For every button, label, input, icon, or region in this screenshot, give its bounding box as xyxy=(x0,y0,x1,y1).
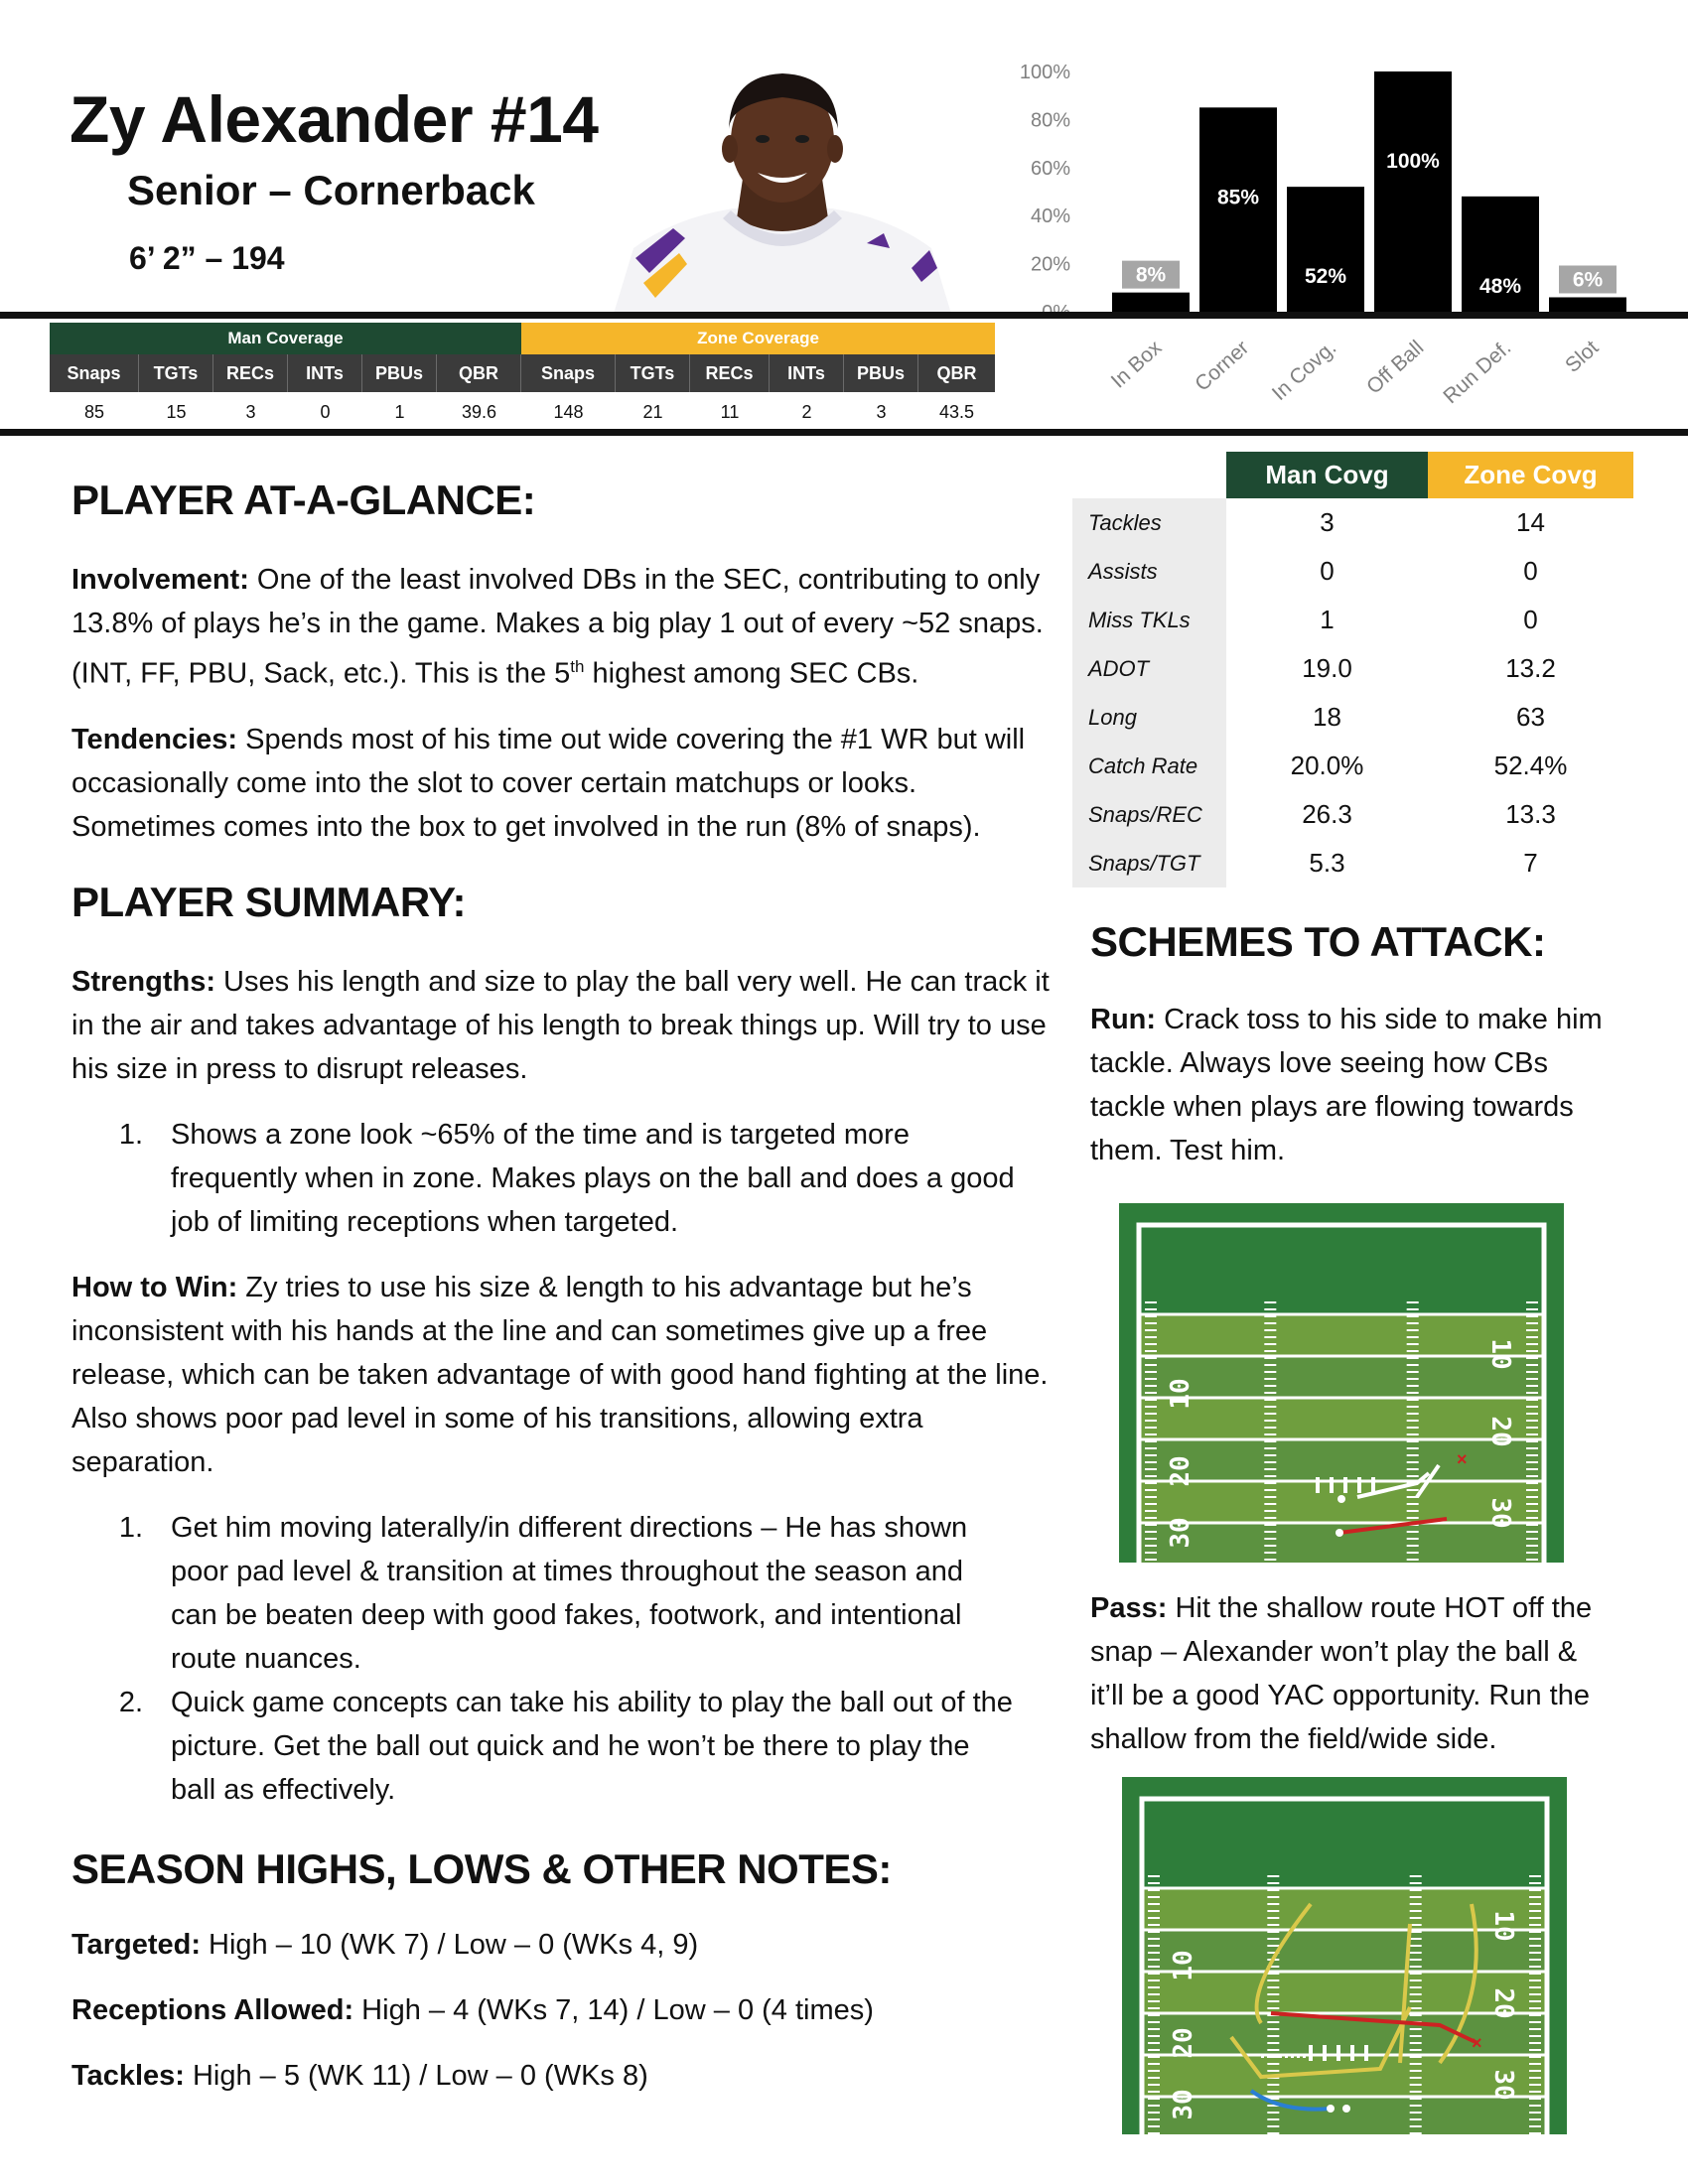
list-text: Get him moving laterally/in different directions – He has shown poor pad level & transition at times throughout the season and can be beaten deep with good fakes, footwork, and intentional route nuances. xyxy=(171,1511,968,1675)
player-height-weight: 6’ 2” – 194 xyxy=(129,240,285,276)
stat-value: 43.5 xyxy=(938,401,975,422)
stat-value: 3 xyxy=(876,401,887,422)
tendencies-text: Spends most of his time out wide covering the #1 WR but will occasionally come into the slot to cover certain matchups or looks. Sometimes comes into the box to get involved in the run (8% of snaps). xyxy=(71,723,1026,843)
man-value: 5.3 xyxy=(1309,848,1345,878)
category-label: In Covg. xyxy=(1267,336,1341,406)
header-divider xyxy=(0,312,1688,319)
zone-value: 7 xyxy=(1523,848,1538,878)
pass-play-diagram xyxy=(1122,1777,1567,2134)
list-item xyxy=(71,1681,1055,1812)
targeted-text: High – 10 (WK 7) / Low – 0 (WKs 4, 9) xyxy=(200,1928,699,1961)
yard-number: 10 xyxy=(1166,1378,1196,1410)
stat-value: 148 xyxy=(553,401,584,422)
list-text: Quick game concepts can take his ability to play the ball out of the picture. Get the ball out quick and he won’t be there to play the ball as effectively. xyxy=(171,1686,1013,1806)
row-label: Snaps/REC xyxy=(1072,790,1226,839)
list-number: 1. xyxy=(118,1511,143,1544)
stat-value: 2 xyxy=(801,401,812,422)
man-value: 3 xyxy=(1320,507,1335,537)
yard-number: 30 xyxy=(1485,1497,1515,1529)
col-header: RECs xyxy=(213,354,288,392)
row-label: Tackles xyxy=(1072,498,1226,547)
y-tick-label: 20% xyxy=(1030,253,1070,276)
yard-number: 30 xyxy=(1169,2089,1198,2120)
table-row xyxy=(1072,742,1638,790)
involvement-text-a: One of the least involved DBs in the SEC, contributing to only 13.8% of plays he’s in the game. Makes a big play 1 out of every ~52 snaps. (INT, FF, PBU, Sack, etc.). This is the 5 xyxy=(71,564,1044,690)
data-label: 48% xyxy=(1478,274,1522,298)
zone-value: 0 xyxy=(1523,556,1538,586)
defender-marker: × xyxy=(1457,1449,1468,1469)
data-label: 6% xyxy=(1572,268,1604,292)
targeted-label: Targeted: xyxy=(71,1928,201,1961)
y-tick-label: 40% xyxy=(1030,205,1070,228)
run-play-diagram xyxy=(1119,1203,1564,1563)
glance-title: PLAYER AT-A-GLANCE: xyxy=(71,477,536,523)
y-tick-label: 60% xyxy=(1030,157,1070,180)
data-label: 8% xyxy=(1135,263,1167,287)
involvement-text-b: highest among SEC CBs. xyxy=(584,657,919,690)
table-row xyxy=(1072,596,1638,644)
bar xyxy=(1374,71,1452,312)
yard-number: 20 xyxy=(1169,2027,1198,2059)
coverage-stats-headers xyxy=(50,354,995,392)
category-label: Slot xyxy=(1561,336,1604,377)
row-label: Assists xyxy=(1072,547,1226,596)
category-label: Off Ball xyxy=(1362,336,1429,399)
list-number: 1. xyxy=(118,1118,143,1151)
coverage-stats-values xyxy=(50,392,995,432)
pass-paragraph xyxy=(1090,1586,1617,1761)
yard-number: 20 xyxy=(1488,1987,1518,2019)
bar xyxy=(1549,297,1626,312)
yard-number: 30 xyxy=(1488,2069,1518,2101)
tendencies-label: Tendencies: xyxy=(71,723,238,755)
zone-covg-header: Zone Covg xyxy=(1428,452,1633,498)
strengths-list xyxy=(71,1113,1055,1244)
table-row xyxy=(1072,547,1638,596)
yard-number: 10 xyxy=(1485,1338,1515,1370)
strengths-text: Uses his length and size to play the ball very well. He can track it in the air and takes advantage of his length to break things up. Will try to use his size in press to disrupt releases. xyxy=(71,965,1050,1085)
table-row xyxy=(1072,790,1638,839)
yard-number: 30 xyxy=(1166,1517,1196,1549)
col-header: RECs xyxy=(690,354,770,392)
col-header: Snaps xyxy=(50,354,139,392)
bar xyxy=(1199,107,1277,312)
list-number: 2. xyxy=(118,1686,143,1718)
col-header: INTs xyxy=(288,354,362,392)
zone-value: 52.4% xyxy=(1493,751,1568,780)
y-tick-label: 80% xyxy=(1030,109,1070,132)
targeted-line xyxy=(71,1923,1055,1967)
run-label: Run: xyxy=(1090,1004,1157,1035)
man-value: 19.0 xyxy=(1302,653,1352,683)
col-header: INTs xyxy=(770,354,844,392)
col-header: Snaps xyxy=(521,354,616,392)
col-header: TGTs xyxy=(139,354,213,392)
row-label: ADOT xyxy=(1072,644,1226,693)
man-value: 26.3 xyxy=(1302,799,1352,829)
zone-value: 13.3 xyxy=(1505,799,1556,829)
yard-number: 10 xyxy=(1488,1910,1518,1942)
list-item xyxy=(71,1506,1055,1681)
man-covg-header: Man Covg xyxy=(1226,452,1428,498)
player-marker xyxy=(1337,1495,1345,1503)
data-label: 85% xyxy=(1216,186,1260,209)
player-name: Zy Alexander #14 xyxy=(70,82,599,156)
howtowin-list xyxy=(71,1506,1055,1812)
strengths-label: Strengths: xyxy=(71,965,215,998)
strengths-paragraph xyxy=(71,960,1055,1091)
zone-value: 14 xyxy=(1516,507,1545,537)
zone-coverage-header: Zone Coverage xyxy=(521,323,995,354)
howtowin-text: Zy tries to use his size & length to his advantage but he’s inconsistent with his hands at the line and can sometimes give up a free release, which can be taken advantage of with good hand fighting at the line. Also shows poor pad level in some of his transitions, allowing extra separation. xyxy=(71,1271,1049,1478)
schemes-title: SCHEMES TO ATTACK: xyxy=(1090,918,1546,965)
table-row xyxy=(1072,498,1638,547)
pass-text: Hit the shallow route HOT off the snap – Alexander won’t play the ball & it’ll be a good YAC opportunity. Run the shallow from the field/wide side. xyxy=(1090,1592,1593,1755)
y-tick-label: 100% xyxy=(1019,62,1070,83)
category-label: In Box xyxy=(1106,336,1167,393)
stat-value: 21 xyxy=(642,401,663,422)
bar xyxy=(1287,187,1364,312)
category-label: Run Def. xyxy=(1439,336,1516,409)
position-usage-chart xyxy=(1013,52,1638,449)
player-marker xyxy=(1342,2105,1350,2113)
list-item xyxy=(71,1113,1055,1244)
player-class-position: Senior – Cornerback xyxy=(127,167,535,213)
bar xyxy=(1112,293,1190,312)
list-text: Shows a zone look ~65% of the time and is targeted more frequently when in zone. Makes plays on the ball and does a good job of limiting receptions when targeted. xyxy=(171,1118,1015,1238)
tackles-text: High – 5 (WK 11) / Low – 0 (WKs 8) xyxy=(184,2059,648,2092)
receptions-text: High – 4 (WKs 7, 14) / Low – 0 (4 times) xyxy=(353,1993,874,2026)
yard-number: 10 xyxy=(1169,1950,1198,1981)
col-header: TGTs xyxy=(616,354,690,392)
man-value: 0 xyxy=(1320,556,1335,586)
col-header: QBR xyxy=(437,354,521,392)
table-row xyxy=(1072,693,1638,742)
player-photo xyxy=(614,69,951,314)
col-header: PBUs xyxy=(362,354,437,392)
man-value: 18 xyxy=(1313,702,1341,732)
tackles-label: Tackles: xyxy=(71,2059,185,2092)
man-value: 20.0% xyxy=(1290,751,1364,780)
stat-value: 15 xyxy=(166,401,187,422)
man-value: 1 xyxy=(1320,605,1335,634)
stat-value: 85 xyxy=(83,401,105,422)
zone-value: 63 xyxy=(1516,702,1545,732)
category-label: Corner xyxy=(1191,336,1254,396)
tackles-line xyxy=(71,2054,1055,2098)
coverage-stats-table xyxy=(50,323,995,432)
involvement-label: Involvement: xyxy=(71,564,249,596)
row-label: Snaps/TGT xyxy=(1072,839,1226,887)
row-label: Miss TKLs xyxy=(1072,596,1226,644)
report-body xyxy=(71,477,1055,2098)
receptions-line xyxy=(71,1988,1055,2032)
row-label: Catch Rate xyxy=(1072,742,1226,790)
howtowin-label: How to Win: xyxy=(71,1271,238,1303)
howtowin-paragraph xyxy=(71,1266,1055,1484)
yard-number: 20 xyxy=(1485,1416,1515,1447)
data-label: 100% xyxy=(1386,150,1440,173)
stat-value: 39.6 xyxy=(461,401,497,422)
run-text: Crack toss to his side to make him tackle. Always love seeing how CBs tackle when plays are flowing towards them. Test him. xyxy=(1090,1004,1603,1166)
row-label: Long xyxy=(1072,693,1226,742)
col-header: PBUs xyxy=(844,354,918,392)
involvement-paragraph xyxy=(71,558,1055,696)
involvement-sup: th xyxy=(570,657,585,676)
stat-value: 1 xyxy=(394,401,405,422)
summary-title: PLAYER SUMMARY: xyxy=(71,878,466,925)
tendencies-paragraph xyxy=(71,718,1055,849)
zone-value: 0 xyxy=(1523,605,1538,634)
stat-value: 11 xyxy=(720,401,740,422)
data-label: 52% xyxy=(1304,265,1347,289)
run-paragraph xyxy=(1090,998,1607,1172)
yard-number: 20 xyxy=(1166,1455,1196,1487)
man-coverage-header: Man Coverage xyxy=(50,323,521,354)
col-header: QBR xyxy=(936,362,977,383)
receptions-label: Receptions Allowed: xyxy=(71,1993,354,2026)
defender-marker: × xyxy=(1472,2033,1482,2053)
zone-value: 13.2 xyxy=(1505,653,1556,683)
stat-value: 3 xyxy=(245,401,256,422)
player-marker xyxy=(1327,2105,1335,2113)
stat-value: 0 xyxy=(320,401,331,422)
player-marker xyxy=(1336,1529,1343,1537)
table-row xyxy=(1072,644,1638,693)
pass-label: Pass: xyxy=(1090,1592,1168,1624)
table-row xyxy=(1072,839,1638,887)
coverage-split-table xyxy=(1072,452,1638,887)
season-title: SEASON HIGHS, LOWS & OTHER NOTES: xyxy=(71,1844,892,1892)
